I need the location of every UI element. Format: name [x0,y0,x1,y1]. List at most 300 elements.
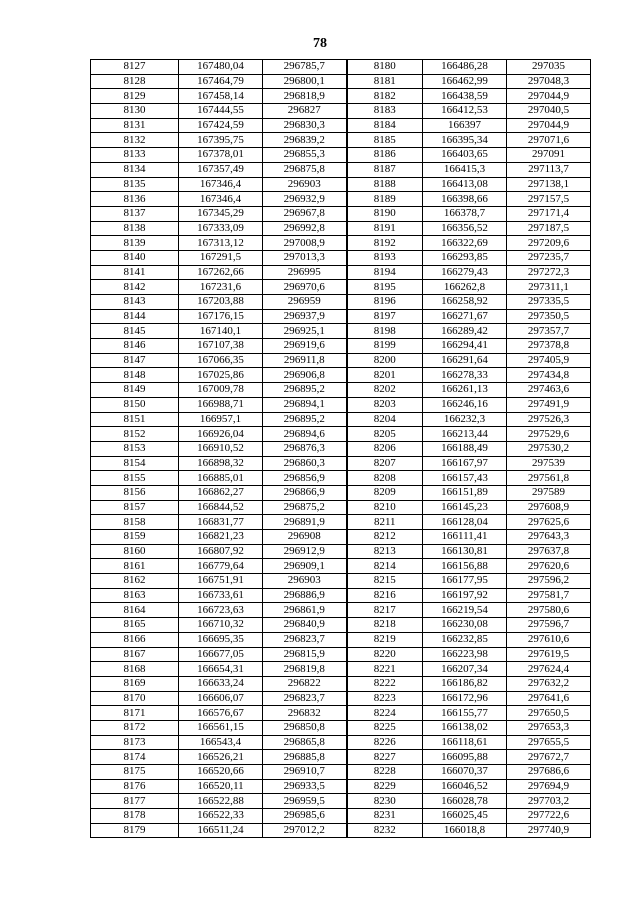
y-coordinate-cell: 296959 [263,295,347,310]
y-coordinate-cell: 297138,1 [507,177,591,192]
point-number-cell: 8202 [347,383,423,398]
table-row [91,397,591,412]
table-row [91,471,591,486]
x-coordinate-cell: 166910,52 [179,441,263,456]
x-coordinate-cell: 166294,41 [423,339,507,354]
x-coordinate-cell: 166213,44 [423,427,507,442]
table-row [91,133,591,148]
x-coordinate-cell: 166821,23 [179,530,263,545]
y-coordinate-cell: 297530,2 [507,441,591,456]
point-number-cell: 8197 [347,309,423,324]
point-number-cell: 8131 [91,118,179,133]
point-number-cell: 8175 [91,765,179,780]
x-coordinate-cell: 167291,5 [179,250,263,265]
y-coordinate-cell: 296785,7 [263,60,347,75]
table-row [91,750,591,765]
x-coordinate-cell: 167025,86 [179,368,263,383]
table-row [91,515,591,530]
y-coordinate-cell: 297539 [507,456,591,471]
y-coordinate-cell: 297113,7 [507,162,591,177]
table-row [91,192,591,207]
point-number-cell: 8162 [91,574,179,589]
y-coordinate-cell: 296823,7 [263,691,347,706]
point-number-cell: 8228 [347,765,423,780]
point-number-cell: 8146 [91,339,179,354]
point-number-cell: 8189 [347,192,423,207]
x-coordinate-cell: 166733,61 [179,588,263,603]
point-number-cell: 8201 [347,368,423,383]
point-number-cell: 8130 [91,104,179,119]
point-number-cell: 8151 [91,412,179,427]
x-coordinate-cell: 166151,89 [423,485,507,500]
point-number-cell: 8133 [91,148,179,163]
point-number-cell: 8187 [347,162,423,177]
x-coordinate-cell: 166438,59 [423,89,507,104]
x-coordinate-cell: 166291,64 [423,353,507,368]
point-number-cell: 8166 [91,632,179,647]
x-coordinate-cell: 166118,61 [423,735,507,750]
y-coordinate-cell: 297694,9 [507,779,591,794]
x-coordinate-cell: 166415,3 [423,162,507,177]
y-coordinate-cell: 297044,9 [507,118,591,133]
y-coordinate-cell: 297643,3 [507,530,591,545]
x-coordinate-cell: 166186,82 [423,676,507,691]
x-coordinate-cell: 166576,67 [179,706,263,721]
point-number-cell: 8129 [91,89,179,104]
table-row [91,456,591,471]
y-coordinate-cell: 297012,2 [263,823,347,838]
y-coordinate-cell: 297040,5 [507,104,591,119]
table-row [91,60,591,75]
point-number-cell: 8198 [347,324,423,339]
y-coordinate-cell: 297625,6 [507,515,591,530]
y-coordinate-cell: 297722,6 [507,809,591,824]
table-row [91,118,591,133]
y-coordinate-cell: 296895,2 [263,383,347,398]
x-coordinate-cell: 167346,4 [179,192,263,207]
table-row [91,603,591,618]
y-coordinate-cell: 297624,4 [507,662,591,677]
y-coordinate-cell: 296995 [263,265,347,280]
point-number-cell: 8226 [347,735,423,750]
y-coordinate-cell: 297581,7 [507,588,591,603]
table-row [91,368,591,383]
table-row [91,89,591,104]
y-coordinate-cell: 297596,2 [507,574,591,589]
coordinates-table-body [91,60,591,838]
point-number-cell: 8193 [347,250,423,265]
y-coordinate-cell: 296911,8 [263,353,347,368]
table-row [91,383,591,398]
y-coordinate-cell: 296822 [263,676,347,691]
x-coordinate-cell: 166751,91 [179,574,263,589]
table-row [91,74,591,89]
y-coordinate-cell: 297655,5 [507,735,591,750]
point-number-cell: 8192 [347,236,423,251]
x-coordinate-cell: 166188,49 [423,441,507,456]
point-number-cell: 8154 [91,456,179,471]
point-number-cell: 8137 [91,206,179,221]
y-coordinate-cell: 296839,2 [263,133,347,148]
x-coordinate-cell: 166378,7 [423,206,507,221]
y-coordinate-cell: 297608,9 [507,500,591,515]
x-coordinate-cell: 166232,85 [423,632,507,647]
x-coordinate-cell: 166028,78 [423,794,507,809]
table-row [91,353,591,368]
x-coordinate-cell: 166462,99 [423,74,507,89]
point-number-cell: 8128 [91,74,179,89]
x-coordinate-cell: 166957,1 [179,412,263,427]
y-coordinate-cell: 296967,8 [263,206,347,221]
y-coordinate-cell: 297596,7 [507,618,591,633]
y-coordinate-cell: 296932,9 [263,192,347,207]
x-coordinate-cell: 166522,33 [179,809,263,824]
x-coordinate-cell: 166807,92 [179,544,263,559]
x-coordinate-cell: 166271,67 [423,309,507,324]
x-coordinate-cell: 166177,95 [423,574,507,589]
table-row [91,823,591,838]
x-coordinate-cell: 166223,98 [423,647,507,662]
x-coordinate-cell: 166289,42 [423,324,507,339]
point-number-cell: 8155 [91,471,179,486]
y-coordinate-cell: 297686,6 [507,765,591,780]
y-coordinate-cell: 297491,9 [507,397,591,412]
table-row [91,544,591,559]
x-coordinate-cell: 166412,53 [423,104,507,119]
point-number-cell: 8157 [91,500,179,515]
y-coordinate-cell: 296856,9 [263,471,347,486]
y-coordinate-cell: 297589 [507,485,591,500]
y-coordinate-cell: 297311,1 [507,280,591,295]
point-number-cell: 8156 [91,485,179,500]
point-number-cell: 8150 [91,397,179,412]
y-coordinate-cell: 297272,3 [507,265,591,280]
y-coordinate-cell: 297405,9 [507,353,591,368]
y-coordinate-cell: 297209,6 [507,236,591,251]
x-coordinate-cell: 166356,52 [423,221,507,236]
table-row [91,427,591,442]
table-row [91,809,591,824]
x-coordinate-cell: 166898,32 [179,456,263,471]
x-coordinate-cell: 167203,88 [179,295,263,310]
point-number-cell: 8209 [347,485,423,500]
point-number-cell: 8225 [347,720,423,735]
x-coordinate-cell: 166197,92 [423,588,507,603]
y-coordinate-cell: 296818,9 [263,89,347,104]
y-coordinate-cell: 297357,7 [507,324,591,339]
y-coordinate-cell: 296992,8 [263,221,347,236]
point-number-cell: 8135 [91,177,179,192]
y-coordinate-cell: 297048,3 [507,74,591,89]
point-number-cell: 8159 [91,530,179,545]
y-coordinate-cell: 297071,6 [507,133,591,148]
y-coordinate-cell: 297529,6 [507,427,591,442]
y-coordinate-cell: 297637,8 [507,544,591,559]
x-coordinate-cell: 166128,04 [423,515,507,530]
y-coordinate-cell: 296910,7 [263,765,347,780]
point-number-cell: 8219 [347,632,423,647]
x-coordinate-cell: 166278,33 [423,368,507,383]
table-row [91,720,591,735]
y-coordinate-cell: 296866,9 [263,485,347,500]
y-coordinate-cell: 296912,9 [263,544,347,559]
y-coordinate-cell: 297035 [507,60,591,75]
table-row [91,691,591,706]
table-row [91,530,591,545]
x-coordinate-cell: 166130,81 [423,544,507,559]
y-coordinate-cell: 296815,9 [263,647,347,662]
page-number: 78 [313,36,327,51]
point-number-cell: 8178 [91,809,179,824]
y-coordinate-cell: 296830,3 [263,118,347,133]
x-coordinate-cell: 166111,41 [423,530,507,545]
x-coordinate-cell: 166511,24 [179,823,263,838]
y-coordinate-cell: 296861,9 [263,603,347,618]
table-row [91,779,591,794]
point-number-cell: 8218 [347,618,423,633]
point-number-cell: 8211 [347,515,423,530]
x-coordinate-cell: 166831,77 [179,515,263,530]
y-coordinate-cell: 297171,4 [507,206,591,221]
x-coordinate-cell: 166486,28 [423,60,507,75]
table-row [91,412,591,427]
y-coordinate-cell: 297463,6 [507,383,591,398]
point-number-cell: 8223 [347,691,423,706]
x-coordinate-cell: 166070,37 [423,765,507,780]
table-row [91,485,591,500]
x-coordinate-cell: 166156,88 [423,559,507,574]
point-number-cell: 8196 [347,295,423,310]
table-row [91,250,591,265]
x-coordinate-cell: 167424,59 [179,118,263,133]
x-coordinate-cell: 166261,13 [423,383,507,398]
point-number-cell: 8210 [347,500,423,515]
point-number-cell: 8224 [347,706,423,721]
y-coordinate-cell: 297187,5 [507,221,591,236]
point-number-cell: 8165 [91,618,179,633]
point-number-cell: 8168 [91,662,179,677]
x-coordinate-cell: 166258,92 [423,295,507,310]
y-coordinate-cell: 297650,5 [507,706,591,721]
y-coordinate-cell: 296970,6 [263,280,347,295]
point-number-cell: 8169 [91,676,179,691]
y-coordinate-cell: 296933,5 [263,779,347,794]
point-number-cell: 8172 [91,720,179,735]
point-number-cell: 8213 [347,544,423,559]
point-number-cell: 8221 [347,662,423,677]
point-number-cell: 8216 [347,588,423,603]
point-number-cell: 8171 [91,706,179,721]
point-number-cell: 8179 [91,823,179,838]
x-coordinate-cell: 166844,52 [179,500,263,515]
point-number-cell: 8191 [347,221,423,236]
x-coordinate-cell: 166025,45 [423,809,507,824]
x-coordinate-cell: 166172,96 [423,691,507,706]
y-coordinate-cell: 296819,8 [263,662,347,677]
table-row [91,441,591,456]
table-row [91,632,591,647]
point-number-cell: 8148 [91,368,179,383]
y-coordinate-cell: 296903 [263,574,347,589]
point-number-cell: 8142 [91,280,179,295]
x-coordinate-cell: 166095,88 [423,750,507,765]
point-number-cell: 8182 [347,89,423,104]
x-coordinate-cell: 167458,14 [179,89,263,104]
y-coordinate-cell: 296823,7 [263,632,347,647]
point-number-cell: 8181 [347,74,423,89]
point-number-cell: 8139 [91,236,179,251]
point-number-cell: 8188 [347,177,423,192]
y-coordinate-cell: 296891,9 [263,515,347,530]
x-coordinate-cell: 167231,6 [179,280,263,295]
y-coordinate-cell: 296919,6 [263,339,347,354]
table-row [91,662,591,677]
point-number-cell: 8127 [91,60,179,75]
y-coordinate-cell: 297013,3 [263,250,347,265]
point-number-cell: 8152 [91,427,179,442]
y-coordinate-cell: 297335,5 [507,295,591,310]
y-coordinate-cell: 296885,8 [263,750,347,765]
table-row [91,104,591,119]
table-row [91,618,591,633]
table-row [91,765,591,780]
x-coordinate-cell: 166138,02 [423,720,507,735]
y-coordinate-cell: 296875,8 [263,162,347,177]
point-number-cell: 8161 [91,559,179,574]
y-coordinate-cell: 296908 [263,530,347,545]
table-row [91,236,591,251]
point-number-cell: 8177 [91,794,179,809]
y-coordinate-cell: 297378,8 [507,339,591,354]
y-coordinate-cell: 296855,3 [263,148,347,163]
point-number-cell: 8232 [347,823,423,838]
point-number-cell: 8183 [347,104,423,119]
x-coordinate-cell: 167346,4 [179,177,263,192]
y-coordinate-cell: 296850,8 [263,720,347,735]
x-coordinate-cell: 166167,97 [423,456,507,471]
x-coordinate-cell: 166988,71 [179,397,263,412]
x-coordinate-cell: 167107,38 [179,339,263,354]
point-number-cell: 8140 [91,250,179,265]
x-coordinate-cell: 166561,15 [179,720,263,735]
table-row [91,309,591,324]
coordinates-table [90,59,591,838]
point-number-cell: 8167 [91,647,179,662]
x-coordinate-cell: 166526,21 [179,750,263,765]
x-coordinate-cell: 166926,04 [179,427,263,442]
point-number-cell: 8170 [91,691,179,706]
x-coordinate-cell: 166520,11 [179,779,263,794]
point-number-cell: 8185 [347,133,423,148]
y-coordinate-cell: 297434,8 [507,368,591,383]
point-number-cell: 8174 [91,750,179,765]
point-number-cell: 8147 [91,353,179,368]
x-coordinate-cell: 166145,23 [423,500,507,515]
table-row [91,588,591,603]
x-coordinate-cell: 167480,04 [179,60,263,75]
y-coordinate-cell: 297580,6 [507,603,591,618]
y-coordinate-cell: 297091 [507,148,591,163]
x-coordinate-cell: 166885,01 [179,471,263,486]
table-row [91,221,591,236]
y-coordinate-cell: 296860,3 [263,456,347,471]
x-coordinate-cell: 166397 [423,118,507,133]
table-row [91,574,591,589]
point-number-cell: 8136 [91,192,179,207]
x-coordinate-cell: 166522,88 [179,794,263,809]
x-coordinate-cell: 166633,24 [179,676,263,691]
y-coordinate-cell: 296886,9 [263,588,347,603]
x-coordinate-cell: 167066,35 [179,353,263,368]
point-number-cell: 8227 [347,750,423,765]
x-coordinate-cell: 166710,32 [179,618,263,633]
point-number-cell: 8230 [347,794,423,809]
x-coordinate-cell: 166723,63 [179,603,263,618]
table-row [91,794,591,809]
point-number-cell: 8203 [347,397,423,412]
y-coordinate-cell: 296985,6 [263,809,347,824]
x-coordinate-cell: 167313,12 [179,236,263,251]
table-row [91,177,591,192]
y-coordinate-cell: 296906,8 [263,368,347,383]
x-coordinate-cell: 167009,78 [179,383,263,398]
x-coordinate-cell: 166219,54 [423,603,507,618]
point-number-cell: 8141 [91,265,179,280]
x-coordinate-cell: 166398,66 [423,192,507,207]
y-coordinate-cell: 297620,6 [507,559,591,574]
x-coordinate-cell: 166606,07 [179,691,263,706]
point-number-cell: 8184 [347,118,423,133]
x-coordinate-cell: 167345,29 [179,206,263,221]
point-number-cell: 8149 [91,383,179,398]
point-number-cell: 8220 [347,647,423,662]
point-number-cell: 8231 [347,809,423,824]
y-coordinate-cell: 296909,1 [263,559,347,574]
x-coordinate-cell: 167444,55 [179,104,263,119]
point-number-cell: 8144 [91,309,179,324]
y-coordinate-cell: 296937,9 [263,309,347,324]
x-coordinate-cell: 166403,65 [423,148,507,163]
point-number-cell: 8132 [91,133,179,148]
y-coordinate-cell: 296875,2 [263,500,347,515]
y-coordinate-cell: 296865,8 [263,735,347,750]
x-coordinate-cell: 166779,64 [179,559,263,574]
point-number-cell: 8173 [91,735,179,750]
y-coordinate-cell: 297703,2 [507,794,591,809]
x-coordinate-cell: 167176,15 [179,309,263,324]
table-row [91,647,591,662]
y-coordinate-cell: 296876,3 [263,441,347,456]
y-coordinate-cell: 297235,7 [507,250,591,265]
point-number-cell: 8176 [91,779,179,794]
point-number-cell: 8164 [91,603,179,618]
x-coordinate-cell: 166279,43 [423,265,507,280]
y-coordinate-cell: 297350,5 [507,309,591,324]
point-number-cell: 8215 [347,574,423,589]
x-coordinate-cell: 166413,08 [423,177,507,192]
x-coordinate-cell: 166046,52 [423,779,507,794]
point-number-cell: 8194 [347,265,423,280]
point-number-cell: 8212 [347,530,423,545]
y-coordinate-cell: 297157,5 [507,192,591,207]
y-coordinate-cell: 297653,3 [507,720,591,735]
table-row [91,162,591,177]
x-coordinate-cell: 166155,77 [423,706,507,721]
y-coordinate-cell: 297044,9 [507,89,591,104]
table-row [91,559,591,574]
y-coordinate-cell: 297619,5 [507,647,591,662]
table-row [91,735,591,750]
